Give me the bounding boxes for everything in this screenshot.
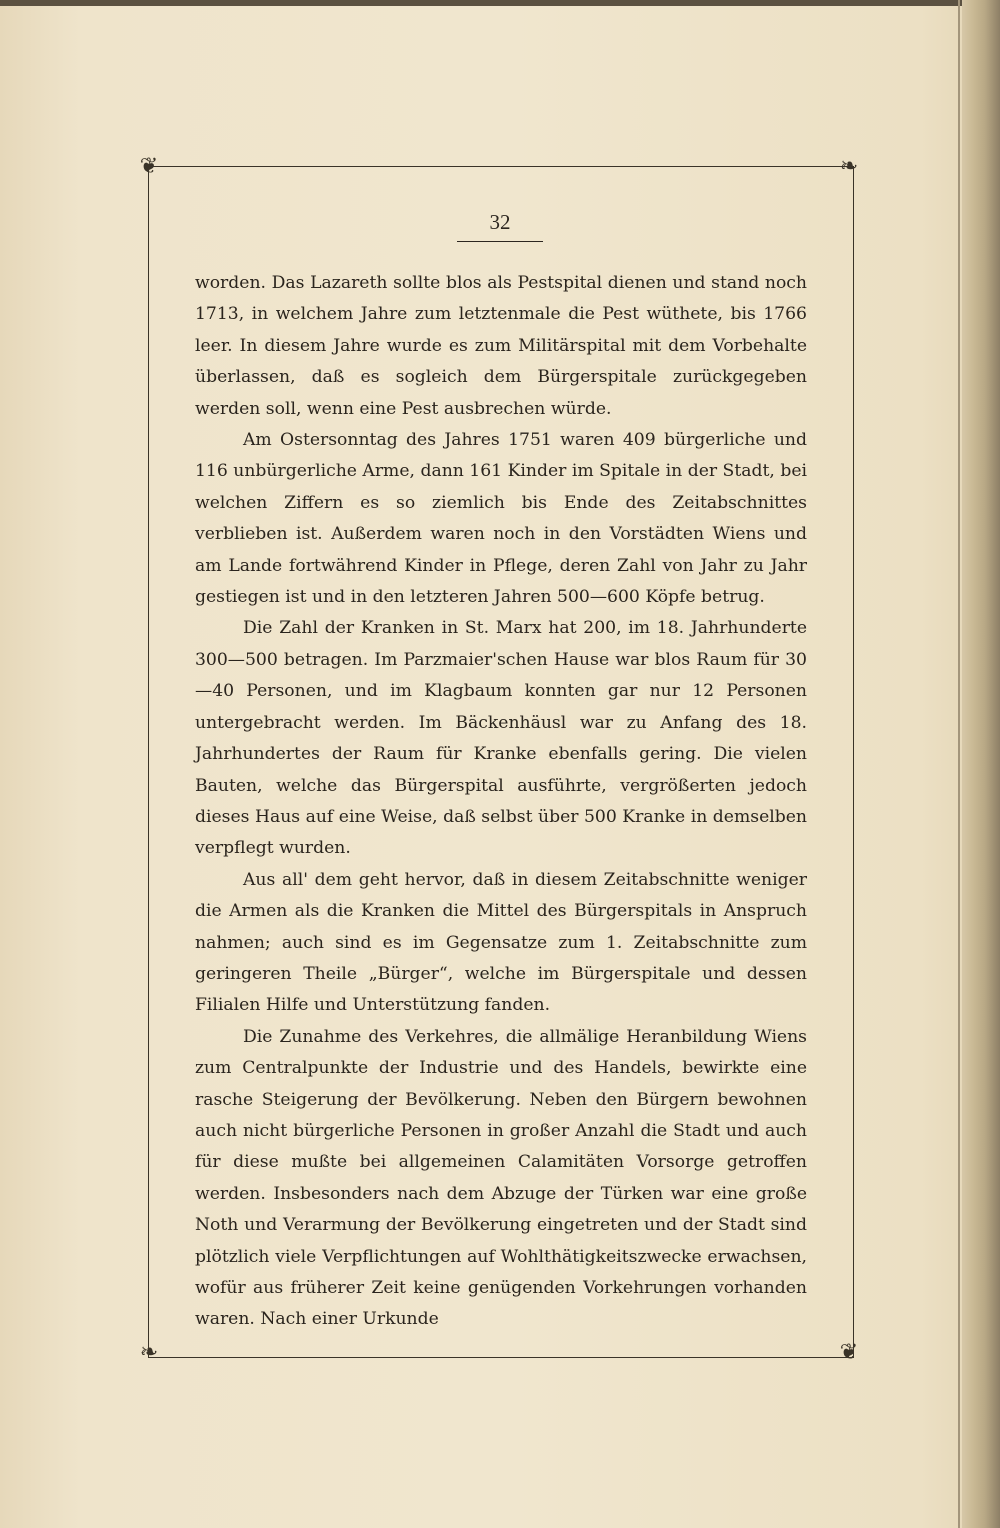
book-top-edge <box>0 0 1000 6</box>
paragraph: Die Zunahme des Verkehres, die allmälige Heranbildung Wiens zum Centralpunkte der Industrie und des Handels, bewirkte eine rasche Steigerung der Bevölkerung. Neben den Bürgern bewohnen auch nicht bürgerliche Personen in großer Anzahl die Stadt und auch für diese mußte bei allgemeinen Calamitäten Vorsorge getroffen werden. Insbesonders nach dem Abzuge der Türken war eine große Noth und Verarmung der Bevölkerung eingetreten und der Stadt sind plötzlich viele Verpflichtungen auf Wohlthätigkeitszwecke erwachsen, wofür aus früherer Zeit keine genügenden Vorkehrungen vorhanden waren. Nach einer Urkunde <box>195 1026 807 1330</box>
page-number-rule <box>457 241 543 242</box>
corner-ornament-top-right-icon: ❧ <box>839 154 859 179</box>
book-spine <box>962 0 1000 1528</box>
page-gutter-line <box>958 0 960 1528</box>
page-number: 32 <box>489 210 511 234</box>
paragraph: worden. Das Lazareth sollte blos als Pestspital dienen und stand noch 1713, in welchem Jahre zum letztenmale die Pest wüthete, bis 1766 leer. In diesem Jahre wurde es zum Militärspital mit dem Vorbehalte überlassen, daß es sogleich dem Bürgerspitale zurückgegeben werden soll, wenn eine Pest ausbrechen würde. <box>195 273 807 419</box>
corner-ornament-bottom-left-icon: ❧ <box>139 1340 159 1365</box>
paragraph: Am Ostersonntag des Jahres 1751 waren 409 bürgerliche und 116 unbürgerliche Arme, dann 161 Kinder im Spitale in der Stadt, bei welchen Ziffern es so ziemlich bis Ende des Zeitabschnittes verblieben ist. Außerdem waren noch in den Vorstädten Wiens und am Lande fortwährend Kinder in Pflege, deren Zahl von Jahr zu Jahr gestiegen ist und in den letzteren Jahren 500—600 Köpfe betrug. <box>195 430 807 608</box>
paragraph: Aus all' dem geht hervor, daß in diesem Zeitabschnitte weniger die Armen als die Kranken die Mittel des Bürgerspitals in Anspruch nahmen; auch sind es im Gegensatze zum 1. Zeitabschnitte zum geringeren Theile „Bürger“, welche im Bürgerspitale und dessen Filialen Hilfe und Unterstützung fanden. <box>195 869 807 1016</box>
body-text <box>195 268 807 1336</box>
paragraph: Die Zahl der Kranken in St. Marx hat 200, im 18. Jahrhunderte 300—500 betragen. Im Parzmaier'schen Hause war blos Raum für 30—40 Personen, und im Klagbaum konnten gar nur 12 Personen untergebracht werden. Im Bäckenhäusl war zu Anfang des 18. Jahrhundertes der Raum für Kranke ebenfalls gering. Die vielen Bauten, welche das Bürgerspital ausführte, vergrößerten jedoch dieses Haus auf eine Weise, daß selbst über 500 Kranke in demselben verpflegt wurden. <box>195 618 807 859</box>
corner-ornament-bottom-right-icon: ❦ <box>839 1340 859 1365</box>
corner-ornament-top-left-icon: ❦ <box>139 154 159 179</box>
